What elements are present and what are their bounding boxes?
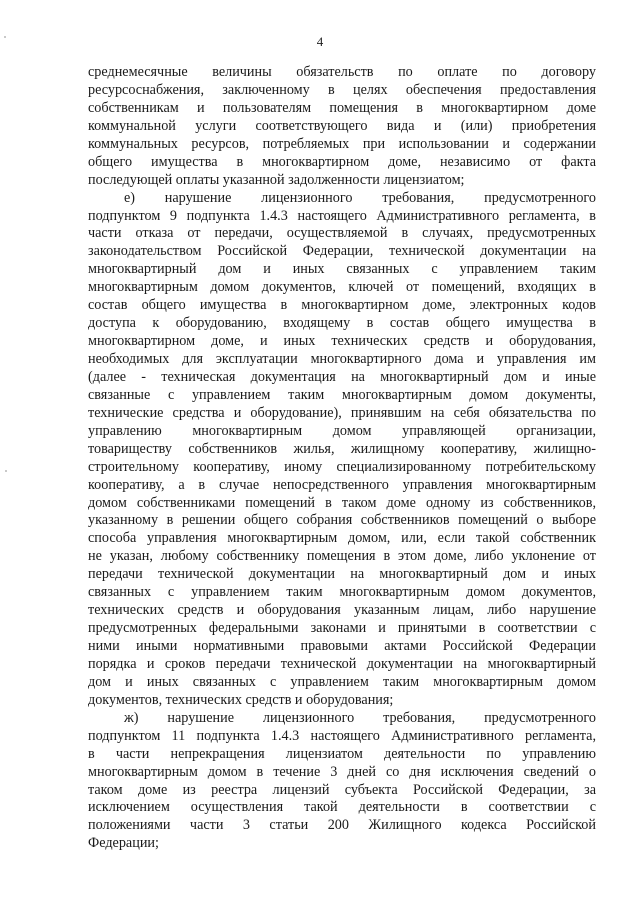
text-line: многоквартирным домом в течение 3 дней со дня исключения сведений о xyxy=(88,763,596,780)
text-line: законодательством Российской Федерации, технической документации на xyxy=(88,243,596,260)
text-line: товариществу собственников жилья, жилищному кооперативу, жилищно- xyxy=(88,440,596,457)
text-line: подпунктом 11 подпункта 1.4.3 настоящего Административного регламента, xyxy=(88,727,596,744)
scan-artifact xyxy=(4,36,6,38)
text-line: среднемесячные величины обязательств по оплате по договору xyxy=(88,64,596,80)
text-line: предусмотренных федеральными законами и принятыми в соответствии с xyxy=(88,620,596,637)
text-line: кооперативу, а в случае непосредственного управления многоквартирным xyxy=(88,476,596,493)
document-body-text xyxy=(88,64,596,853)
text-line: состав общего имущества в многоквартирном доме, электронных кодов xyxy=(88,297,596,314)
text-line: ж) нарушение лицензионного требования, предусмотренного xyxy=(124,709,596,726)
page-number: 4 xyxy=(316,34,324,49)
text-line: технических средств и оборудования указанным лицам, либо нарушение xyxy=(88,602,596,619)
text-line: многоквартирный дом и иных связанных с управлением таким xyxy=(88,261,596,278)
text-line: многоквартирном доме, и иных технических средств и оборудования, xyxy=(88,333,596,350)
text-line: передачи технической документации на многоквартирный дом и иных xyxy=(88,566,596,583)
text-line: домом собственниками помещений в таком доме одному из собственников, xyxy=(88,494,596,511)
text-line: части отказа от передачи, осуществляемой в случаях, предусмотренных xyxy=(88,225,596,242)
text-line: порядка и сроков передачи технической документации на многоквартирный xyxy=(88,655,596,672)
text-line: е) нарушение лицензионного требования, предусмотренного xyxy=(124,189,596,206)
text-line: документов, технических средств и оборудования; xyxy=(88,691,394,708)
text-line: многоквартирным домом документов, ключей от помещений, входящих в xyxy=(88,279,596,296)
text-line: связанные с управлением таким многоквартирным домом документы, xyxy=(88,386,596,403)
text-line: таком доме из реестра лицензий субъекта Российской Федерации, за xyxy=(88,781,596,798)
text-line: необходимых для эксплуатации многоквартирного дома и управления им xyxy=(88,351,596,367)
text-line: не указан, любому собственнику помещения в этом доме, либо уклонение от xyxy=(88,548,596,565)
text-line: технические средства и оборудование), принявшим на себя обязательства по xyxy=(88,404,596,421)
text-line: коммунальных ресурсов, потребляемых при использовании и содержании xyxy=(88,135,596,152)
text-line: Федерации; xyxy=(88,835,159,852)
text-line: коммунальной услуги соответствующего вида и (или) приобретения xyxy=(88,117,596,134)
text-line: ними иными нормативными правовыми актами Российской Федерации xyxy=(88,638,596,654)
text-line: связанных с управлением таким многоквартирным домом документов, xyxy=(88,584,596,601)
text-line: дом и иных связанных с управлением таким многоквартирным домом xyxy=(88,673,596,690)
text-line: последующей оплаты указанной задолженности лицензиатом; xyxy=(88,171,465,188)
text-line: управлению многоквартирным домом управляющей организации, xyxy=(88,422,596,439)
scan-artifact xyxy=(5,470,7,472)
text-line: (далее - техническая документация на многоквартирный дом и иные xyxy=(88,368,596,385)
text-line: указанному в решении общего собрания собственников помещений о выборе xyxy=(88,512,596,529)
text-line: положениями части 3 статьи 200 Жилищного кодекса Российской xyxy=(88,817,596,834)
text-line: ресурсоснабжения, заключенному в целях обеспечения предоставления xyxy=(88,81,596,98)
text-line: собственникам и пользователям помещения в многоквартирном доме xyxy=(88,99,596,116)
text-line: подпунктом 9 подпункта 1.4.3 настоящего Административного регламента, в xyxy=(88,207,596,224)
text-line: общего имущества в многоквартирном доме, независимо от факта xyxy=(88,153,596,170)
text-line: исключением осуществления такой деятельности в соответствии с xyxy=(88,799,596,816)
text-line: способа управления многоквартирным домом, или, если такой собственник xyxy=(88,530,596,547)
text-line: доступа к оборудованию, входящему в состав общего имущества в xyxy=(88,315,596,332)
text-line: строительному кооперативу, иному специализированному потребительскому xyxy=(88,458,596,475)
text-line: в части непрекращения лицензиатом деятельности по управлению xyxy=(88,745,596,762)
